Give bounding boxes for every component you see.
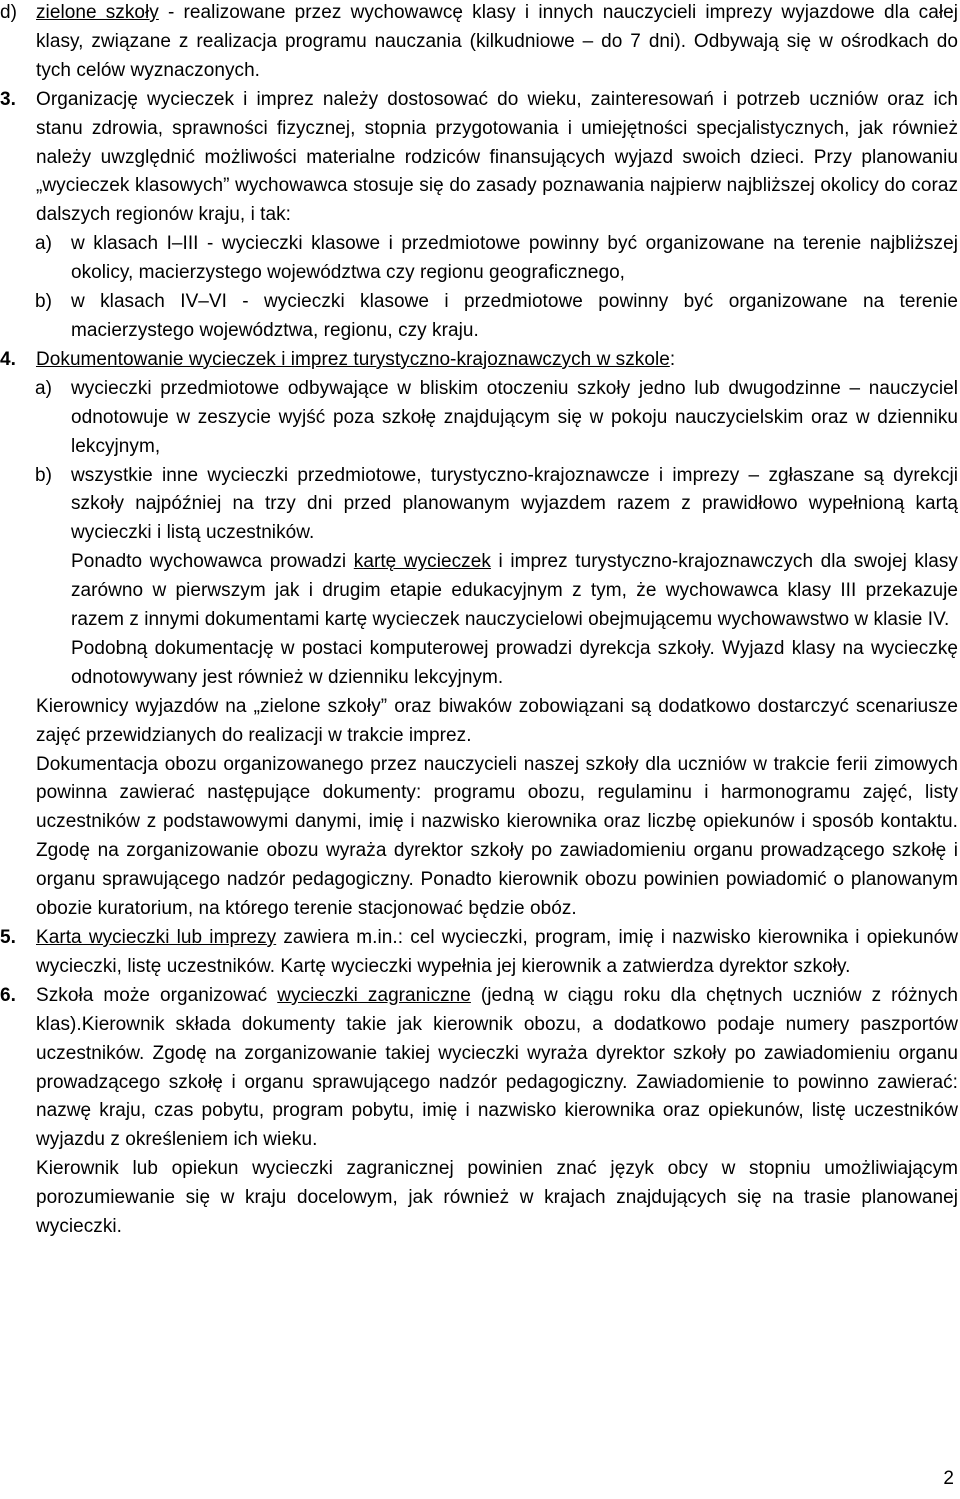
section-number: 5. [0, 927, 16, 948]
section-3-item-a [0, 230, 958, 288]
list-item-d [0, 0, 958, 86]
paragraph-text: i imprez turystyczno-krajoznawczych dla swojej klasy zarówno w pierwszym jak i drugim etapie edukacyjnym z tym, że wychowawca klasy III przekazuje razem z innymi dokumentami kartę wycieczek nauczycielowi obejmującemu wychowawstwo w klasie IV. [71, 551, 958, 631]
item-text: w klasach IV–VI - wycieczki klasowe i przedmiotowe powinny być organizowane na terenie macierzystego województwa, regionu, czy kraju. [71, 291, 958, 341]
section-5-text: zawiera m.in.: cel wycieczki, program, imię i nazwisko kierownika i opiekunów wycieczki, listę uczestników. Kartę wycieczki wypełnia jej kierownik a zatwierdza dyrektor szkoły. [36, 927, 958, 977]
section-4-paragraph-4: Dokumentacja obozu organizowanego przez nauczycieli naszej szkoły dla uczniów w trakcie ferii zimowych powinna zawierać następujące dokumenty: programu obozu, regulaminu i harmonogramu zajęć, listy uczestników z podstawowymi danymi, imię i nazwisko kierownika oraz liczbę opiekunów i sposób kontaktu. Zgodę na zorganizowanie obozu wyraża dyrektor szkoły po zawiadomieniu organu prowadzącego szkołę i organu sprawującego nadzór pedagogiczny. Ponadto kierownik obozu powinien powiadomić o planowanym obozie kuratorium, na którego terenie stacjonować będzie obóz. [36, 753, 958, 920]
section-4-item-a [0, 375, 958, 462]
paragraph-text: Ponadto wychowawca prowadzi [71, 551, 354, 573]
section-3-text-2: Przy planowaniu „wycieczek klasowych” wychowawca stosuje się do zasady poznawania najpierw najbliższej okolicy do coraz dalszych regionów kraju, i tak: [36, 146, 958, 226]
section-6 [0, 982, 958, 1155]
item-text: wszystkie inne wycieczki przedmiotowe, turystyczno-krajoznawcze i imprezy – zgłaszane są dyrekcji szkoły najpóźniej na trzy dni przed planowanym wyjazdem razem z prawidłowo wypełnioną kartą wycieczki i listą uczestników. [71, 464, 958, 544]
section-4 [0, 346, 958, 375]
item-text: w klasach I–III - wycieczki klasowe i przedmiotowe powinny być organizowane na terenie najbliższej okolicy, macierzystego województwa czy regionu geograficznego, [71, 233, 958, 284]
item-label: a) [35, 377, 52, 399]
section-3-item-b [0, 288, 958, 346]
section-6-paragraph-2: Kierownik lub opiekun wycieczki zagranicznej powinien znać język obcy w stopniu umożliwiającym porozumiewanie się w kraju docelowym, jak również w krajach znajdujących się na trasie planowanej wycieczki. [36, 1158, 958, 1238]
section-4-paragraph-3: Kierownicy wyjazdów na „zielone szkoły” oraz biwaków zobowiązani są dodatkowo dostarczyć scenariusze zajęć przewidzianych do realizacji w trakcie imprez. [36, 695, 958, 746]
section-6-text: Szkoła może organizować [36, 984, 278, 1006]
item-label: b) [35, 291, 52, 313]
section-number: 6. [0, 984, 16, 1006]
link-karta-wycieczki[interactable]: Karta wycieczki lub imprezy [36, 927, 277, 948]
item-d-text: - realizowane przez wychowawcę klasy i innych nauczycieli imprezy wyjazdowe dla całej klasy, związane z realizacja programu nauczania (kilkudniowe – do 7 dni). Odbywają się w ośrodkach do tych celów wyznaczonych. [36, 2, 958, 81]
section-4-item-b [0, 462, 958, 549]
item-label: d) [0, 2, 17, 23]
section-number: 4. [0, 348, 16, 370]
section-5 [0, 924, 958, 982]
page-number: 2 [943, 1468, 954, 1489]
section-4-paragraph-1 [0, 548, 958, 635]
section-4-heading[interactable]: Dokumentowanie wycieczek i imprez turystyczno-krajoznawczych w szkole [36, 348, 670, 370]
item-text: wycieczki przedmiotowe odbywające w bliskim otoczeniu szkoły jedno lub dwugodzinne – nauczyciel odnotowuje w zeszycie wyjść poza szkołę znajdującym się w pokoju nauczycielskim oraz w dzienniku lekcyjnym, [71, 377, 958, 457]
heading-colon: : [669, 348, 676, 370]
item-label: b) [35, 464, 52, 486]
item-label: a) [35, 233, 52, 255]
link-zielone-szkoly[interactable]: zielone szkoły [36, 2, 159, 23]
section-3-text-1: Organizację wycieczek i imprez należy dostosować do wieku, zainteresowań i potrzeb uczniów oraz ich stanu zdrowia, sprawności fizycznej, stopnia przygotowania i umiejętności specjalistycznych, jak również należy uwzględnić możliwości materialne rodziców finansujących wyjazd swoich dzieci. [36, 88, 958, 168]
section-number: 3. [0, 88, 16, 110]
section-4-paragraph-2: Podobną dokumentację w postaci komputerowej prowadzi dyrekcja szkoły. Wyjazd klasy na wycieczkę odnotowywany jest również w dzienniku lekcyjnym. [71, 637, 958, 688]
link-wycieczki-zagraniczne[interactable]: wycieczki zagraniczne [277, 984, 471, 1006]
link-karta-wycieczek[interactable]: kartę wycieczek [353, 551, 491, 573]
section-6-text: (jedną w ciągu roku dla chętnych uczniów z różnych klas).Kierownik składa dokumenty takie jak kierownik obozu, a dodatkowo podaje numery paszportów uczestników. Zgodę na zorganizowanie takiej wycieczki wyraża dyrektor szkoły po zawiadomieniu organu prowadzącego szkołę i organu sprawującego nadzór pedagogiczny. Zawiadomienie to powinno zawierać: nazwę kraju, czas pobytu, program pobytu, imię i nazwisko kierownika oraz opiekunów, listę uczestników wyjazdu z określeniem ich wieku. [36, 984, 958, 1151]
section-3 [0, 86, 958, 231]
